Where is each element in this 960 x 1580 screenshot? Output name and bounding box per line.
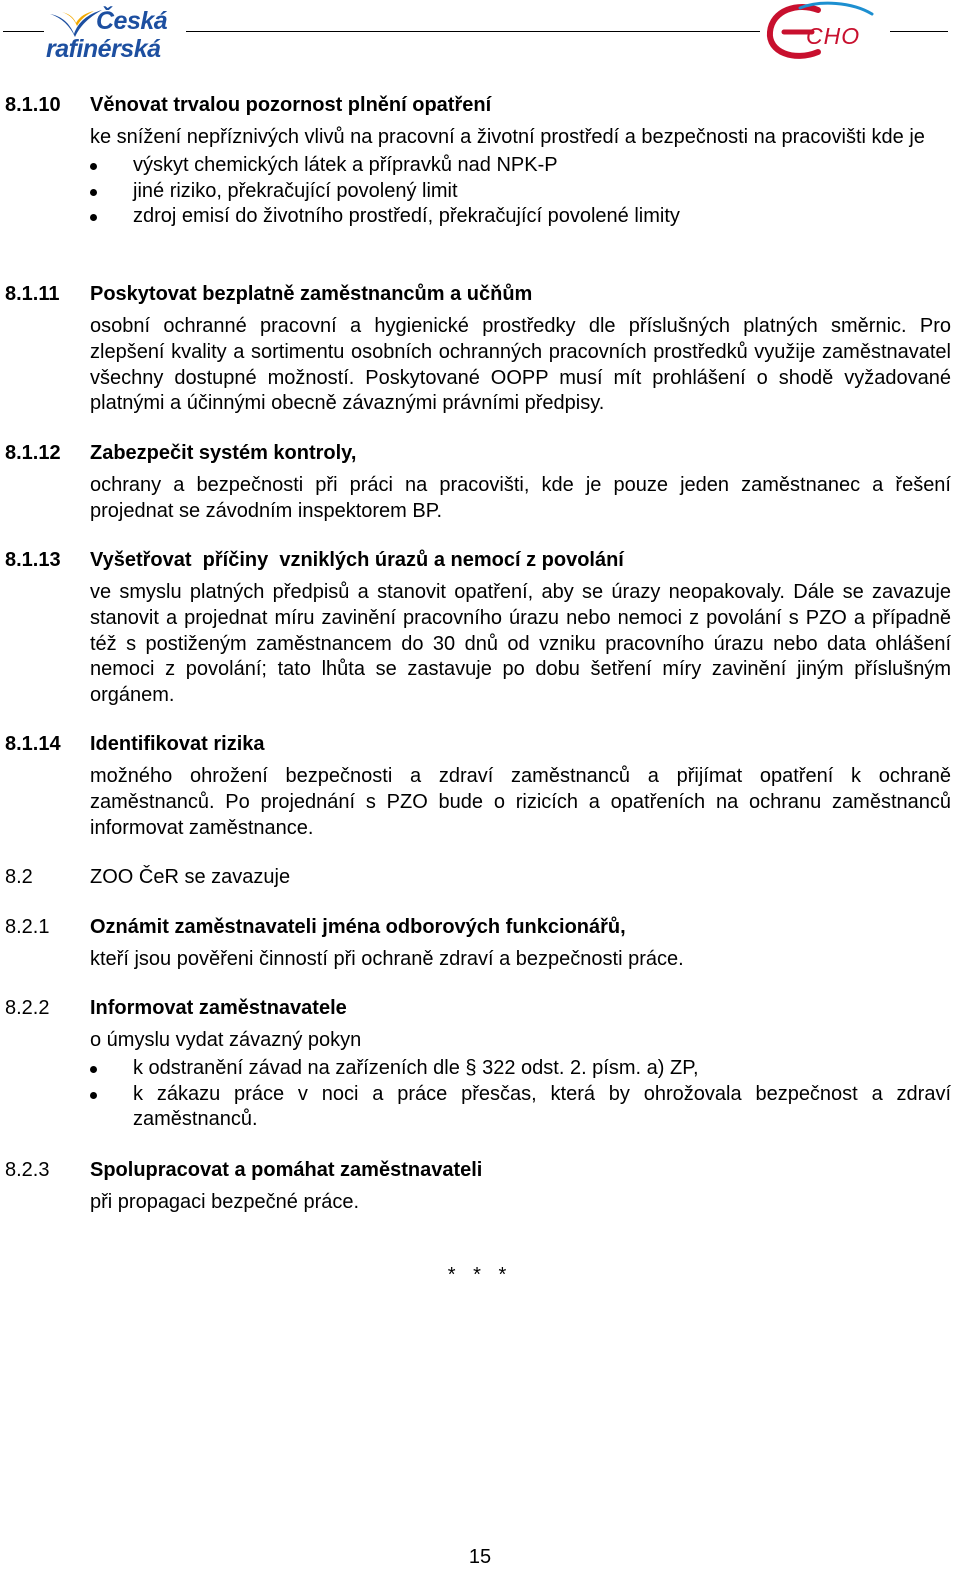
section-heading: Spolupracovat a pomáhat zaměstnavateli — [90, 1159, 483, 1181]
section-text: kteří jsou pověřeni činností při ochraně zdraví a bezpečnosti práce. — [90, 948, 684, 970]
section-text: o úmyslu vydat závazný pokyn — [90, 1029, 362, 1051]
section-number: 8.1.14 — [5, 733, 61, 755]
section-number: 8.2.3 — [5, 1159, 50, 1181]
section-body — [90, 764, 951, 841]
section-heading: ZOO ČeR se zavazuje — [90, 866, 291, 888]
section-number: 8.2 — [5, 866, 33, 888]
section-number: 8.1.12 — [5, 442, 61, 464]
section-text: ke snížení nepříznivých vlivů na pracovní a životní prostředí a bezpečnosti na pracovišti kde je — [90, 126, 925, 148]
section-text: možného ohrožení bezpečnosti a zdraví zaměstnanců a přijímat opatření k ochraně zaměstnanců. Po projednání s PZO bude o rizicích a opatřeních na ochranu zaměstnanců informovat zaměstnance. — [90, 765, 951, 839]
section-heading: Věnovat trvalou pozornost plnění opatření — [90, 94, 492, 116]
section-body — [90, 947, 951, 973]
bullet-list — [90, 1056, 951, 1133]
section-number: 8.1.11 — [5, 283, 60, 305]
section-text: osobní ochranné pracovní a hygienické prostředky dle příslušných platných směrnic. Pro zlepšení kvality a sortimentu osobních ochranných pracovních prostředků využije zaměstnavatel všechny dostupné možností. Poskytované OOPP musí mít prohlášení o shodě vyžadované platnými a účinnými obecně závaznými právními předpisy. — [90, 315, 951, 415]
section-separator: * * * — [447, 1264, 513, 1286]
section-body — [90, 580, 951, 709]
logo-text-line1: Česká — [96, 7, 168, 35]
section-heading: Oznámit zaměstnavateli jména odborových funkcionářů, — [90, 916, 626, 938]
section-heading: Zabezpečit systém kontroly, — [90, 442, 357, 464]
section-text: ochrany a bezpečnosti při práci na pracovišti, kde je pouze jeden zaměstnanec a řešení projednat se závodním inspektorem BP. — [90, 474, 951, 522]
section-body — [90, 1190, 951, 1216]
section-heading: Vyšetřovat příčiny vzniklých úrazů a nemocí z povolání — [90, 549, 624, 571]
page-number: 15 — [468, 1546, 492, 1568]
list-item: jiné riziko, překračující povolený limit — [133, 179, 458, 202]
list-item: k zákazu práce v noci a práce přesčas, která by ohrožovala bezpečnost a zdraví zaměstnanců. — [133, 1082, 951, 1131]
section-body — [90, 1028, 951, 1133]
page-header — [0, 0, 960, 72]
list-item: výskyt chemických látek a přípravků nad NPK-P — [133, 153, 558, 176]
section-heading: Identifikovat rizika — [90, 733, 265, 755]
section-body — [90, 314, 951, 417]
section-text: ve smyslu platných předpisů a stanovit opatření, aby se úrazy neopakovaly. Dále se zavazuje stanovit a projednat míru zavinění pracovního úrazu nebo nemoci z povolání s PZO a případně též s postiženým zaměstnancem do 30 dnů od vzniku pracovního úrazu nebo data ohlášení nemoci z povolání; tato lhůta se zastavuje po dobu šetření míry zavinění jiným příslušným orgánem. — [90, 581, 951, 707]
section-number: 8.2.1 — [5, 916, 50, 938]
bullet-list — [90, 153, 951, 230]
list-item: k odstranění závad na zařízeních dle § 322 odst. 2. písm. a) ZP, — [133, 1056, 699, 1079]
echo-logo — [760, 0, 890, 66]
section-text: při propagaci bezpečné práce. — [90, 1191, 360, 1213]
section-number: 8.1.10 — [5, 94, 61, 116]
section-body — [90, 125, 951, 230]
logo-text-line2: rafinérská — [46, 35, 161, 63]
section-number: 8.2.2 — [5, 997, 50, 1019]
section-heading: Poskytovat bezplatně zaměstnancům a učňům — [90, 283, 533, 305]
section-heading: Informovat zaměstnavatele — [90, 997, 347, 1019]
section-number: 8.1.13 — [5, 549, 61, 571]
list-item: zdroj emisí do životního prostředí, překračující povolené limity — [133, 205, 680, 228]
ceska-rafinerska-logo — [44, 4, 186, 64]
echo-logo-text: CHO — [806, 23, 861, 49]
section-body — [90, 473, 951, 525]
